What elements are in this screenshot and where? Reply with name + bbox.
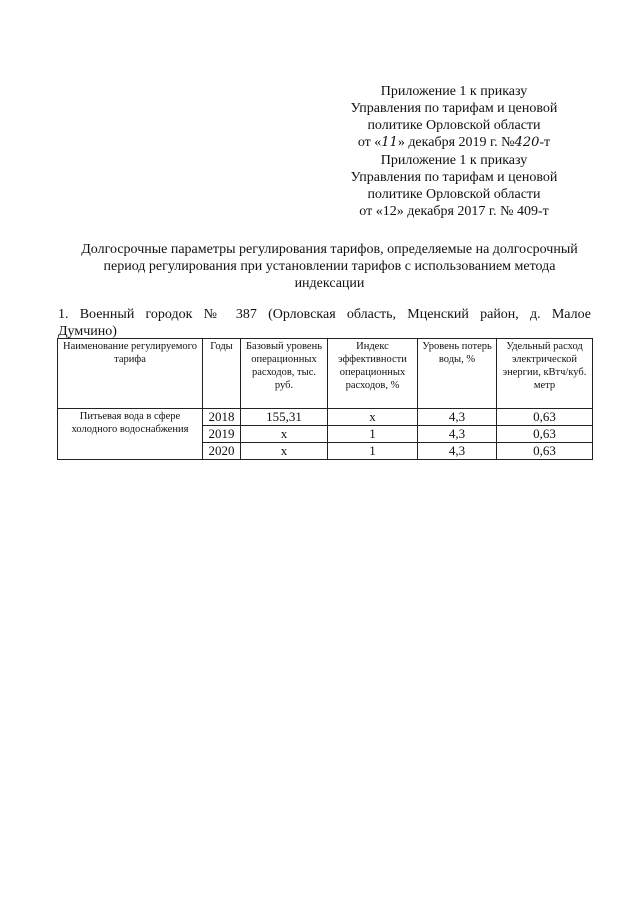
- approval-line: политике Орловской области: [367, 187, 541, 202]
- handwritten-number: 420: [514, 135, 540, 150]
- approval-line: Приложение 1 к приказу: [380, 153, 528, 168]
- base-opex-cell: х: [241, 426, 328, 443]
- header-water-losses: Уровень потерь воды, %: [418, 339, 497, 409]
- year-cell: 2020: [203, 443, 241, 460]
- water-losses-cell: 4,3: [418, 409, 497, 426]
- water-losses-cell: 4,3: [418, 426, 497, 443]
- approval-note-previous: [330, 152, 578, 220]
- header-base-opex: Базовый уровень операционных расходов, тыс. руб.: [241, 339, 328, 409]
- title-line: Долгосрочные параметры регулирования тарифов, определяемые на долгосрочный: [81, 242, 578, 257]
- title-line: индексации: [294, 276, 365, 291]
- tariff-name-cell: Питьевая вода в сфере холодного водоснабжения: [58, 409, 203, 460]
- energy-cell: 0,63: [497, 443, 593, 460]
- date-prefix: от «: [357, 135, 382, 150]
- approval-line: Управления по тарифам и ценовой: [350, 170, 558, 185]
- efficiency-index-cell: х: [328, 409, 418, 426]
- water-losses-cell: 4,3: [418, 443, 497, 460]
- base-opex-cell: х: [241, 443, 328, 460]
- title-line: период регулирования при установлении тарифов с использованием метода: [103, 259, 556, 274]
- header-energy-consumption: Удельный расход электрической энергии, кВтч/куб. метр: [497, 339, 593, 409]
- energy-cell: 0,63: [497, 426, 593, 443]
- section-line: 1. Военный городок № 387 (Орловская область, Мценский район, д. Малое: [58, 307, 591, 322]
- date-middle: » декабря 2019 г. №: [397, 135, 515, 150]
- energy-cell: 0,63: [497, 409, 593, 426]
- header-efficiency-index: Индекс эффективности операционных расходов, %: [328, 339, 418, 409]
- approval-line: политике Орловской области: [367, 118, 541, 133]
- header-years: Годы: [203, 339, 241, 409]
- efficiency-index-cell: 1: [328, 443, 418, 460]
- number-suffix: -т: [539, 135, 551, 150]
- handwritten-day: 11: [381, 135, 398, 150]
- document-title: [68, 241, 591, 292]
- base-opex-cell: 155,31: [241, 409, 328, 426]
- section-line: Думчино): [58, 324, 117, 339]
- table-row: [58, 409, 593, 426]
- approval-line: Приложение 1 к приказу: [380, 84, 528, 99]
- approval-line: от «12» декабря 2017 г. № 409-т: [359, 204, 549, 219]
- year-cell: 2018: [203, 409, 241, 426]
- year-cell: 2019: [203, 426, 241, 443]
- section-heading: [58, 306, 591, 340]
- approval-date-line: [330, 134, 578, 151]
- approval-line: Управления по тарифам и ценовой: [350, 101, 558, 116]
- table-header-row: [58, 339, 593, 409]
- approval-note-current: [330, 83, 578, 151]
- parameters-table: [57, 338, 593, 460]
- header-tariff-name: Наименование регулируемого тарифа: [58, 339, 203, 409]
- efficiency-index-cell: 1: [328, 426, 418, 443]
